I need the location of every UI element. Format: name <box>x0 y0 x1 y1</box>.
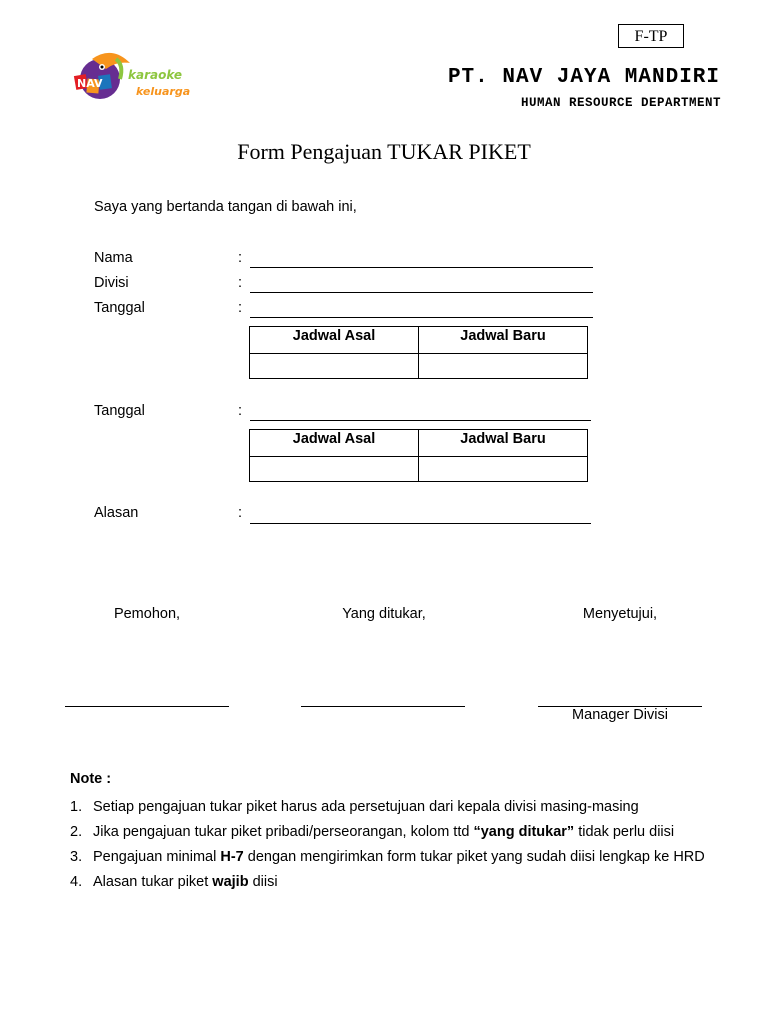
divisi-field[interactable] <box>250 292 593 293</box>
manager-divisi-label: Manager Divisi <box>572 707 668 723</box>
yang-ditukar-label: Yang ditukar, <box>342 606 426 622</box>
note-text: dengan mengirimkan form tukar piket yang sudah diisi lengkap ke HRD <box>243 849 705 865</box>
nama-field[interactable] <box>250 267 593 268</box>
note-number: 3. <box>70 849 83 865</box>
form-title: Form Pengajuan TUKAR PIKET <box>237 139 531 164</box>
tanggal-field[interactable] <box>250 420 591 421</box>
form-code: F-TP <box>618 24 684 48</box>
tanggal-field[interactable] <box>250 317 593 318</box>
company-logo <box>72 45 202 105</box>
note-number: 1. <box>70 799 83 815</box>
colon: : <box>238 403 243 419</box>
note-text: Alasan tukar piket <box>93 874 213 890</box>
jadwal-asal-cell[interactable] <box>250 354 419 379</box>
jadwal-asal-header: Jadwal Asal <box>250 327 419 354</box>
note-item <box>70 820 722 845</box>
schedule-table <box>249 429 588 482</box>
tanggal-label: Tanggal <box>94 300 145 316</box>
note-emphasis: “yang ditukar” <box>473 824 575 840</box>
pemohon-label: Pemohon, <box>113 606 181 622</box>
colon: : <box>238 275 243 291</box>
divisi-label: Divisi <box>94 275 129 291</box>
jadwal-baru-header: Jadwal Baru <box>419 430 588 457</box>
jadwal-baru-cell[interactable] <box>419 354 588 379</box>
note-heading: Note : <box>70 771 112 787</box>
notes-list <box>70 795 722 895</box>
logo-brand: NAV <box>77 77 103 90</box>
toucan-logo-icon <box>72 45 202 105</box>
alasan-label: Alasan <box>94 505 139 521</box>
pemohon-signature-line[interactable] <box>65 706 229 707</box>
company-name: PT. NAV JAYA MANDIRI <box>447 66 720 89</box>
schedule-table <box>249 326 588 379</box>
jadwal-baru-cell[interactable] <box>419 457 588 482</box>
colon: : <box>238 505 243 521</box>
nama-label: Nama <box>94 250 133 266</box>
note-item <box>70 795 722 820</box>
note-number: 2. <box>70 824 83 840</box>
colon: : <box>238 300 243 316</box>
note-item <box>70 845 722 870</box>
intro-text: Saya yang bertanda tangan di bawah ini, <box>94 199 357 215</box>
department-name: HUMAN RESOURCE DEPARTMENT <box>520 96 721 110</box>
yang-ditukar-signature-line[interactable] <box>301 706 465 707</box>
note-text: diisi <box>248 874 278 890</box>
note-emphasis: wajib <box>212 874 249 890</box>
jadwal-asal-cell[interactable] <box>250 457 419 482</box>
note-text: Pengajuan minimal <box>93 849 221 865</box>
note-emphasis: H-7 <box>220 849 244 865</box>
note-item <box>70 870 722 895</box>
jadwal-baru-header: Jadwal Baru <box>419 327 588 354</box>
note-text: tidak perlu diisi <box>574 824 675 840</box>
logo-line2: keluarga <box>136 85 191 98</box>
note-text: Jika pengajuan tukar piket pribadi/perseorangan, kolom ttd <box>93 824 474 840</box>
note-number: 4. <box>70 874 83 890</box>
jadwal-asal-header: Jadwal Asal <box>250 430 419 457</box>
alasan-field[interactable] <box>250 523 591 524</box>
tanggal-label: Tanggal <box>94 403 145 419</box>
colon: : <box>238 250 243 266</box>
note-text: Setiap pengajuan tukar piket harus ada persetujuan dari kepala divisi masing-masing <box>93 799 639 815</box>
logo-line1: karaoke <box>128 68 183 82</box>
menyetujui-label: Menyetujui, <box>582 606 658 622</box>
